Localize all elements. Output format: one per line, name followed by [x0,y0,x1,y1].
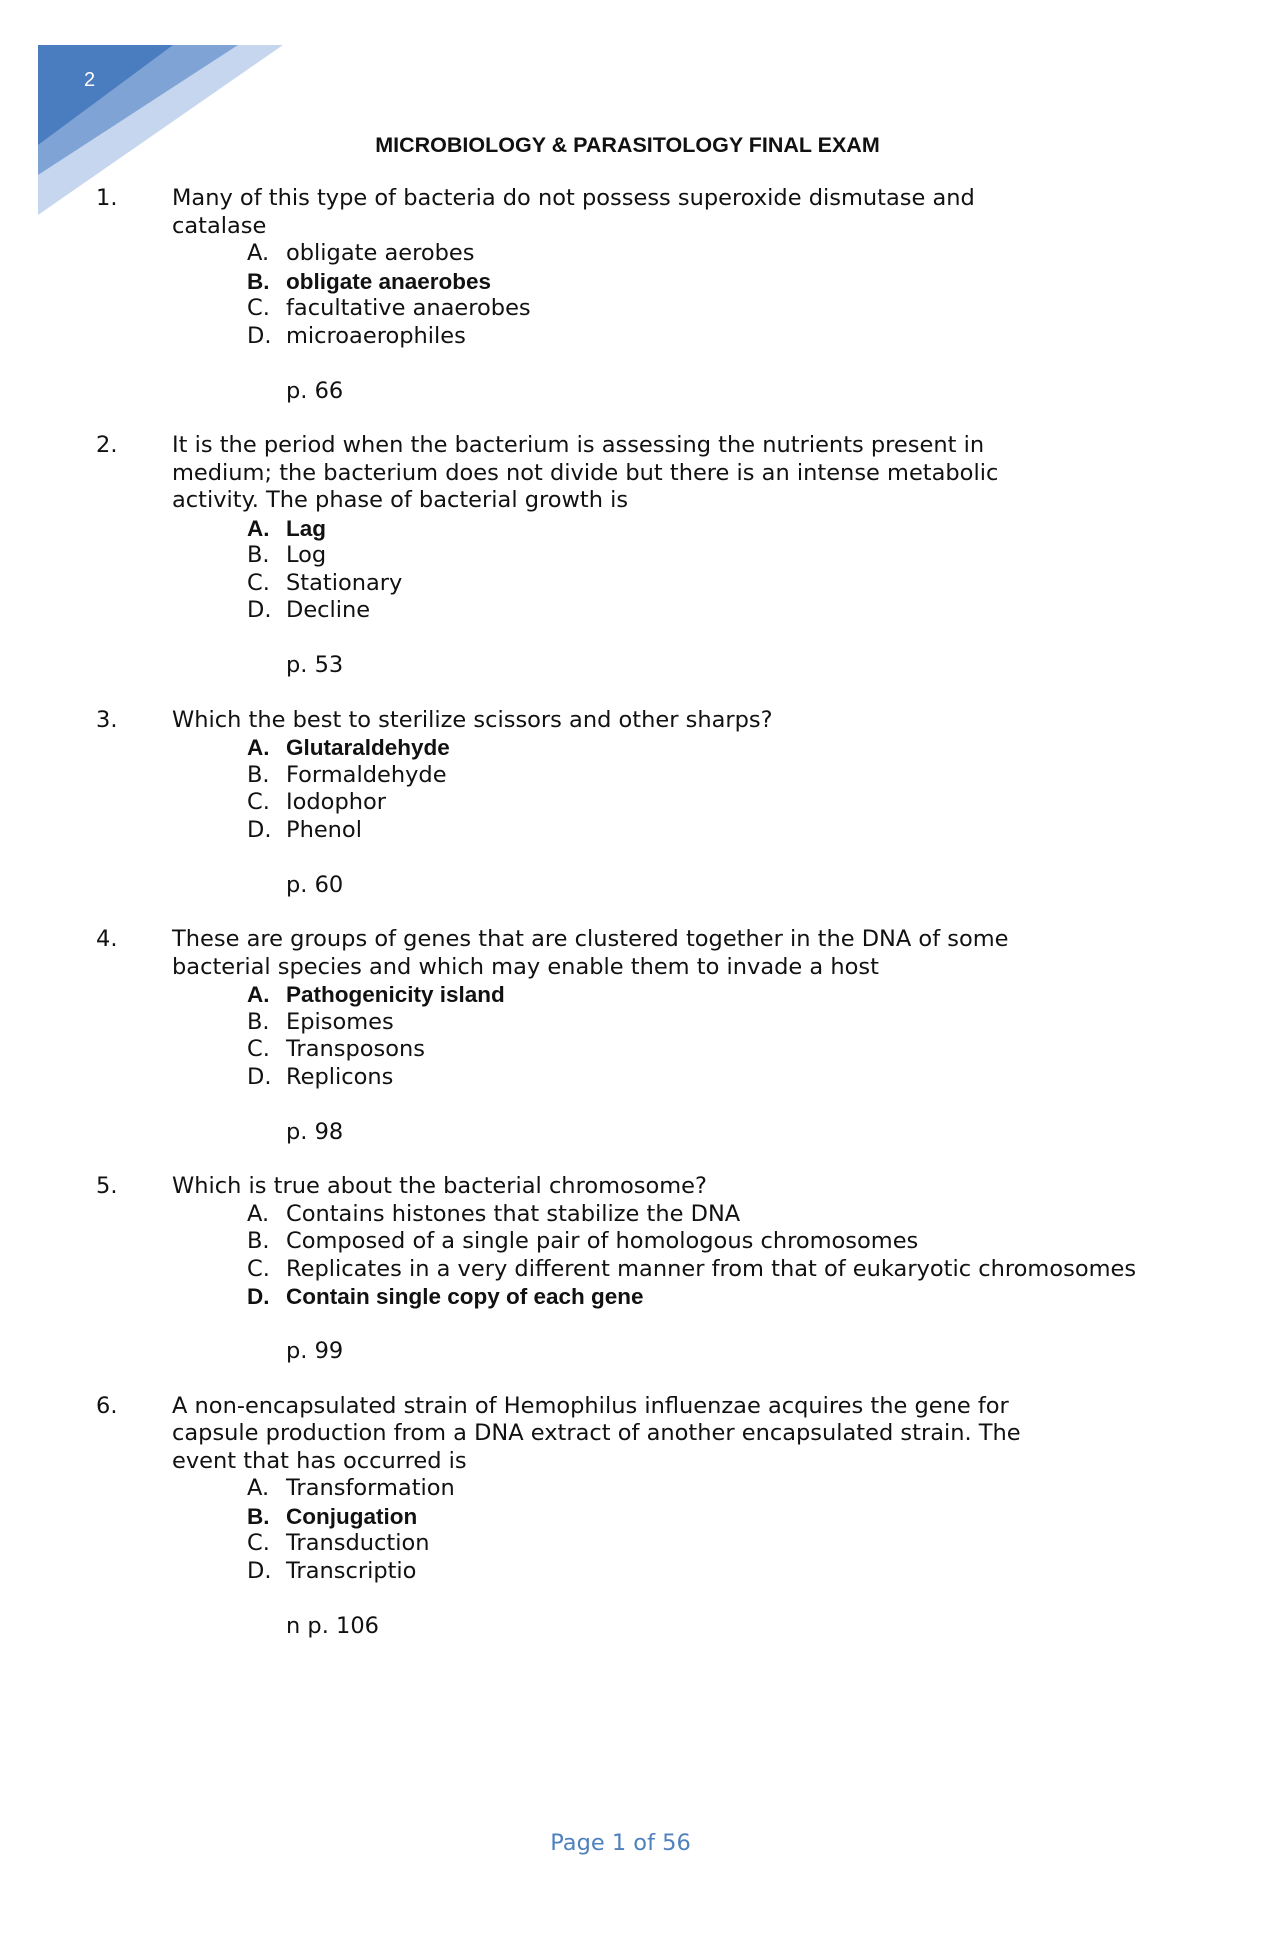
option-c [0,1530,1280,1558]
option-letter: B. [247,1008,270,1035]
option-b [0,268,1280,296]
option-list [0,240,1280,350]
option-letter: A. [247,240,270,266]
question-6 [0,1393,1280,1641]
option-letter: B. [247,1503,270,1529]
page-reference: p. 99 [286,1338,344,1364]
option-list [0,734,1280,844]
option-text: Conjugation [286,1503,418,1529]
question-1 [0,185,1280,405]
option-text: microaerophiles [286,322,466,349]
option-list [0,1475,1280,1585]
question-5 [0,1173,1280,1366]
option-letter: D. [247,1557,272,1584]
option-text: Stationary [286,569,403,596]
option-c [0,570,1280,598]
option-list [0,515,1280,625]
option-text: Pathogenicity island [286,982,505,1007]
question-3 [0,707,1280,900]
question-4 [0,926,1280,1146]
option-letter: D. [247,1063,272,1090]
option-text: Composed of a single pair of homologous chromosomes [286,1228,919,1254]
page-number: 2 [84,69,96,91]
page-reference: p. 66 [286,377,344,404]
option-text: Transduction [286,1530,430,1556]
question-number: 2. [96,432,118,458]
option-c [0,1036,1280,1064]
option-text: Episomes [286,1008,394,1035]
option-d [0,323,1280,351]
option-list [0,1201,1280,1311]
question-number: 3. [96,706,118,733]
option-text: Transposons [286,1036,425,1062]
option-text: Replicons [286,1063,394,1090]
option-d [0,1064,1280,1092]
question-list [0,185,1280,1667]
option-b [0,762,1280,790]
option-letter: C. [247,295,270,321]
question-number: 6. [96,1392,118,1419]
option-letter: B. [247,761,270,788]
option-b [0,542,1280,570]
question-text: It is the period when the bacterium is assessing the nutrients present in medium; the bacterium does not divide but there is an intense metabolic activity. The phase of bacterial growth is [172,432,999,513]
option-d [0,597,1280,625]
option-text: Transformation [286,1475,455,1501]
page-reference: p. 53 [286,652,344,678]
option-a [0,1475,1280,1503]
question-text: Many of this type of bacteria do not possess superoxide dismutase and catalase [172,185,975,239]
option-letter: C. [247,569,270,596]
option-letter: B. [247,1228,270,1254]
question-text: Which is true about the bacterial chromosome? [172,1173,707,1199]
option-text: obligate aerobes [286,240,475,266]
option-a [0,1201,1280,1229]
option-c [0,789,1280,817]
option-text: obligate anaerobes [286,268,492,294]
option-text: facultative anaerobes [286,295,531,321]
option-text: Replicates in a very different manner from that of eukaryotic chromosomes [286,1255,1137,1282]
option-text: Transcriptio [286,1557,417,1584]
page-reference: n p. 106 [286,1612,379,1639]
option-letter: C. [247,1036,270,1062]
option-a [0,981,1280,1009]
option-letter: A. [247,982,270,1007]
option-letter: A. [247,1200,270,1227]
option-text: Contain single copy of each gene [286,1284,644,1309]
page-reference: p. 60 [286,871,344,898]
option-c [0,295,1280,323]
option-d [0,817,1280,845]
page-title: MICROBIOLOGY & PARASITOLOGY FINAL EXAM [375,133,880,157]
option-text: Iodophor [286,789,387,815]
question-number: 4. [96,926,118,952]
option-text: Glutaraldehyde [286,735,450,760]
option-b [0,1009,1280,1037]
option-text: Log [286,542,327,568]
option-text: Lag [286,515,327,541]
option-a [0,734,1280,762]
option-a [0,240,1280,268]
question-2 [0,432,1280,680]
question-text: A non-encapsulated strain of Hemophilus influenzae acquires the gene for capsule production from a DNA extract of another encapsulated strain. The event that has occurred is [172,1392,1021,1474]
option-letter: D. [247,816,272,843]
option-text: Formaldehyde [286,761,447,788]
page-footer: Page 1 of 56 [550,1830,691,1856]
option-list [0,981,1280,1091]
option-b [0,1503,1280,1531]
option-letter: A. [247,1475,270,1501]
option-d [0,1558,1280,1586]
question-number: 1. [96,185,118,211]
question-text: These are groups of genes that are clustered together in the DNA of some bacterial species and which may enable them to invade a host [172,926,1009,980]
option-letter: D. [247,597,272,623]
question-text: Which the best to sterilize scissors and other sharps? [172,706,773,733]
option-letter: D. [247,1284,270,1309]
option-letter: A. [247,735,270,760]
option-letter: C. [247,1530,270,1556]
option-text: Contains histones that stabilize the DNA [286,1200,741,1227]
question-number: 5. [96,1173,118,1199]
option-d [0,1283,1280,1311]
option-b [0,1228,1280,1256]
option-text: Phenol [286,816,362,843]
option-text: Decline [286,597,371,623]
option-letter: D. [247,322,272,349]
option-letter: C. [247,1255,270,1282]
option-letter: B. [247,268,270,294]
option-letter: A. [247,515,270,541]
option-letter: C. [247,789,270,815]
option-letter: B. [247,542,270,568]
page-reference: p. 98 [286,1118,344,1145]
option-a [0,515,1280,543]
option-c [0,1256,1280,1284]
